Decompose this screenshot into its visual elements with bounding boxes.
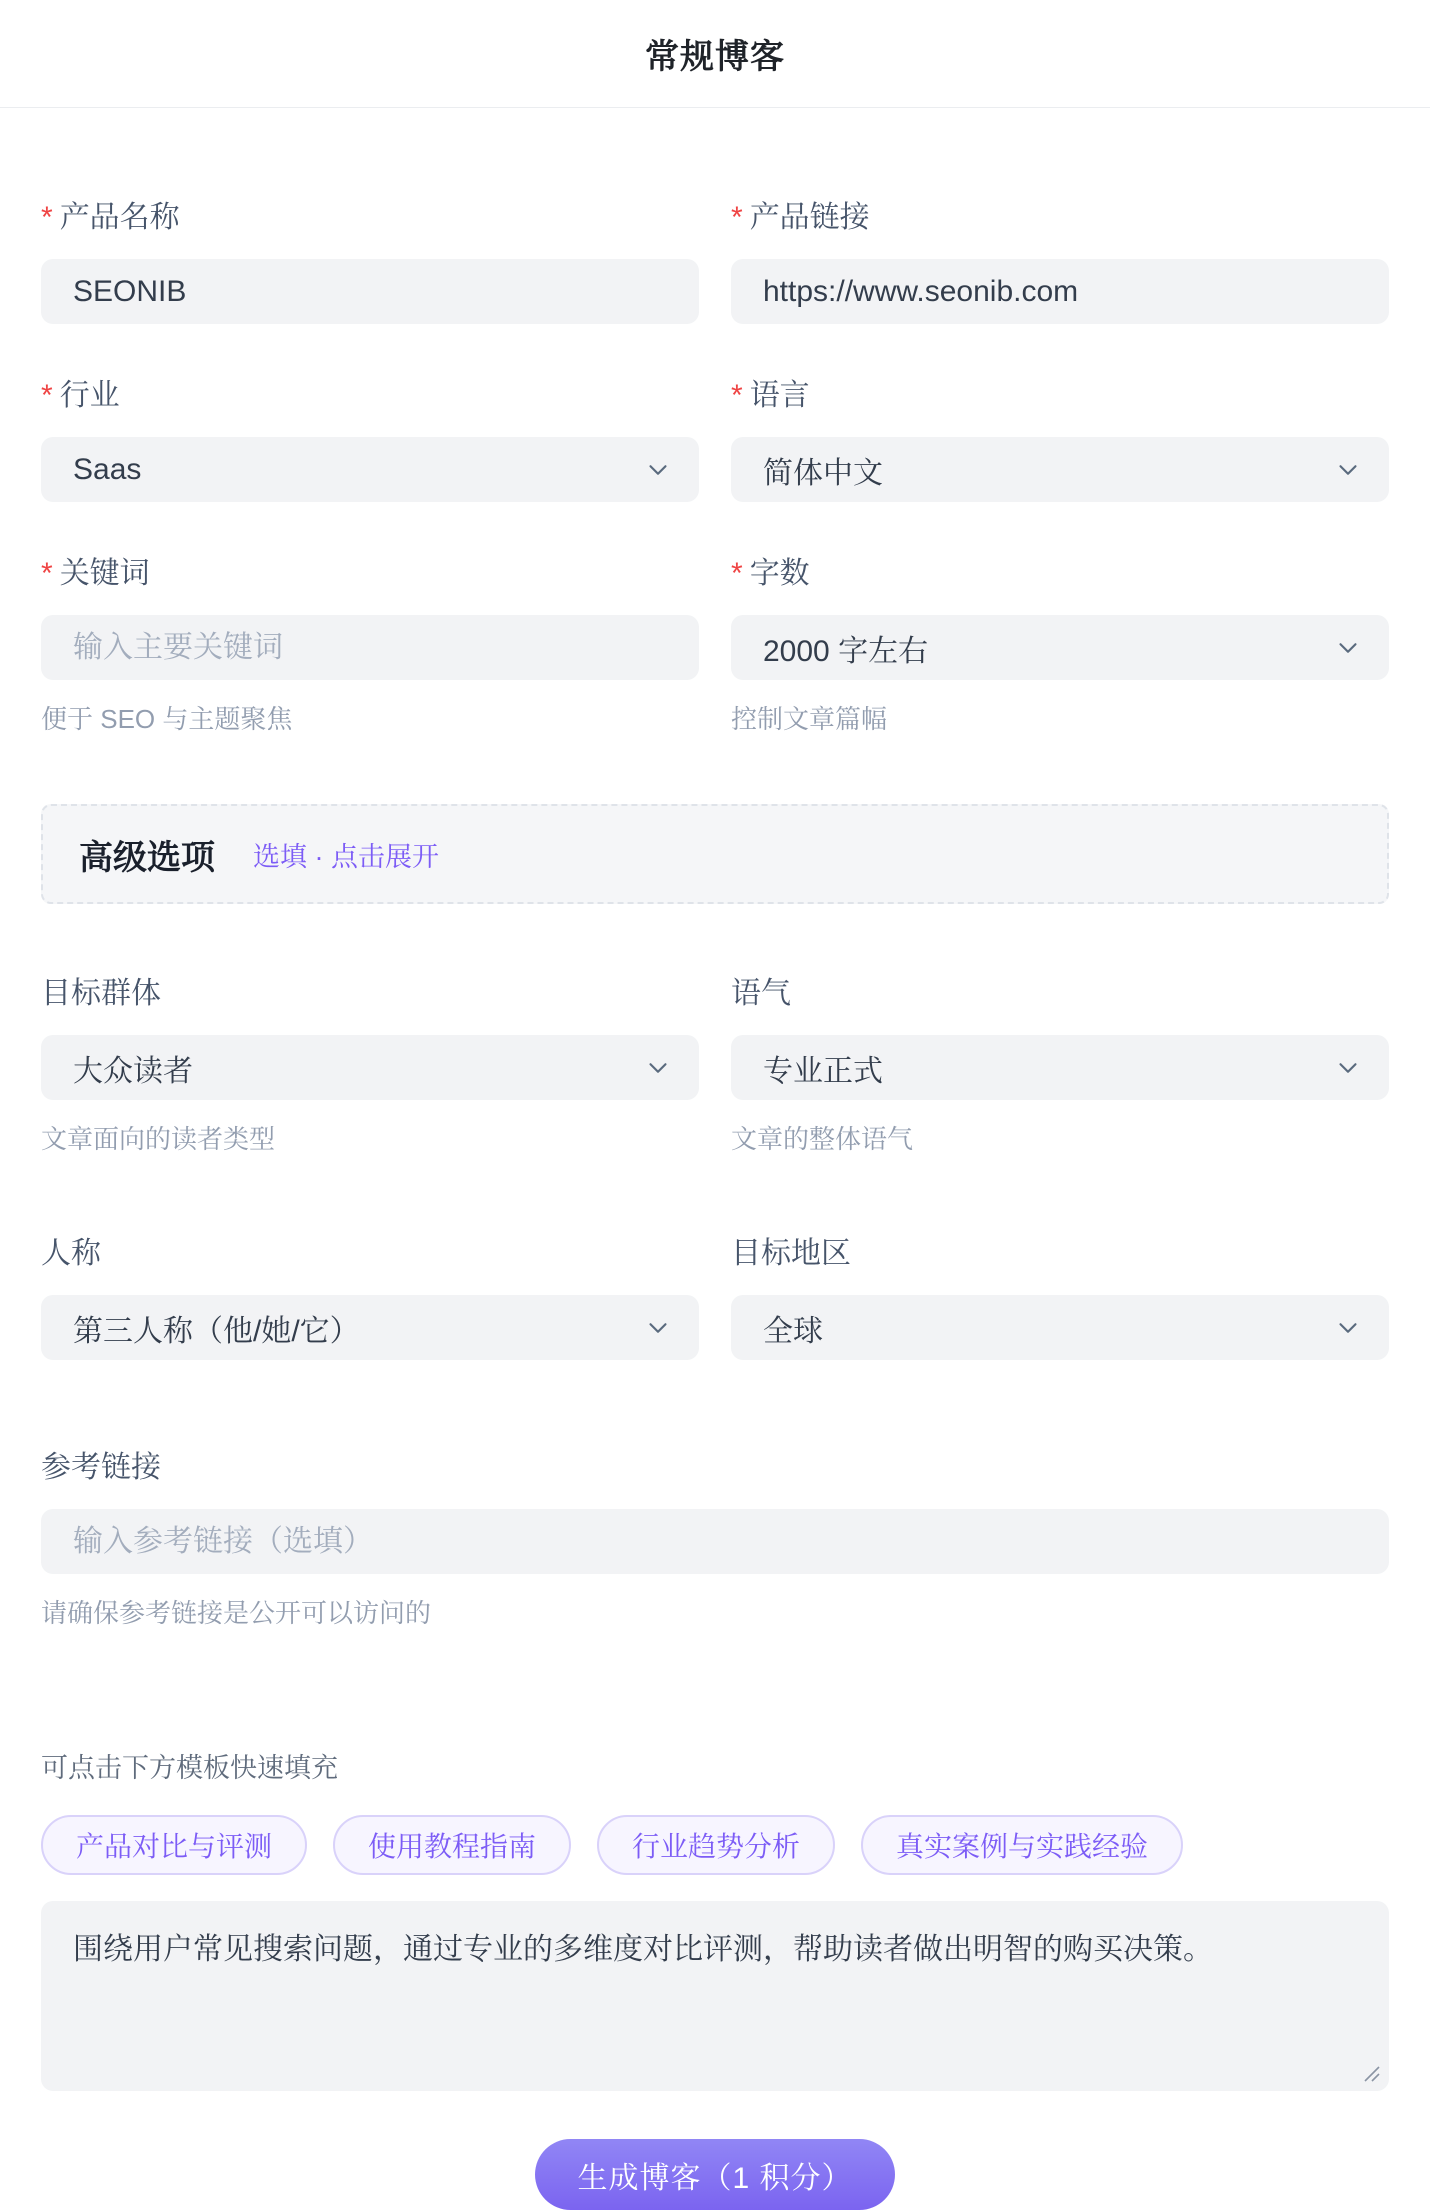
field-keywords — [41, 548, 699, 736]
advanced-options-title: 高级选项 — [79, 838, 215, 877]
chevron-down-icon — [1333, 455, 1363, 485]
industry-label — [41, 370, 699, 414]
person-label — [41, 1228, 699, 1272]
submit-row — [41, 2139, 1389, 2210]
basic-fields-grid — [41, 192, 1389, 736]
field-region — [731, 1228, 1389, 1360]
field-product-name — [41, 192, 699, 324]
description-textarea[interactable] — [41, 1901, 1389, 2091]
templates-intro: 可点击下方模板快速填充 — [41, 1753, 338, 1783]
field-label-text: 关键词 — [59, 557, 150, 590]
keywords-label — [41, 548, 699, 592]
required-asterisk: * — [41, 557, 53, 590]
region-label — [731, 1228, 1389, 1272]
required-asterisk: * — [731, 201, 743, 234]
field-label-text: 人称 — [41, 1237, 101, 1270]
chevron-down-icon — [643, 1313, 673, 1343]
field-industry — [41, 370, 699, 502]
required-asterisk: * — [41, 379, 53, 412]
advanced-options-subtitle: 选填 · 点击展开 — [253, 841, 439, 872]
field-label-text: 字数 — [749, 557, 810, 590]
select-value: 专业正式 — [763, 1054, 883, 1088]
advanced-fields-grid — [41, 968, 1389, 1360]
field-audience — [41, 968, 699, 1156]
product-name-input[interactable] — [41, 259, 699, 324]
generate-button[interactable]: 生成博客（1 积分） — [535, 2139, 894, 2210]
field-label-text: 参考链接 — [41, 1451, 161, 1484]
select-value: 简体中文 — [763, 456, 883, 490]
field-tone — [731, 968, 1389, 1156]
page-title: 常规博客 — [645, 38, 785, 76]
tone-hint: 文章的整体语气 — [731, 1124, 914, 1154]
audience-hint: 文章面向的读者类型 — [41, 1124, 276, 1154]
template-chip-industry-trends[interactable]: 行业趋势分析 — [597, 1815, 835, 1875]
chevron-down-icon — [1333, 1053, 1363, 1083]
select-value: 大众读者 — [73, 1054, 193, 1088]
page-header — [0, 0, 1430, 108]
required-asterisk: * — [731, 557, 743, 590]
field-label-text: 目标群体 — [41, 977, 161, 1010]
keywords-hint: 便于 SEO 与主题聚焦 — [41, 704, 293, 734]
field-person — [41, 1228, 699, 1360]
description-field — [41, 1901, 1389, 2091]
product-link-label — [731, 192, 1389, 236]
field-word-count — [731, 548, 1389, 736]
field-label-text: 产品名称 — [59, 201, 180, 234]
select-value: 2000 字左右 — [763, 634, 929, 668]
chevron-down-icon — [1333, 633, 1363, 663]
language-label — [731, 370, 1389, 414]
person-select[interactable] — [41, 1295, 699, 1360]
reference-input[interactable] — [41, 1509, 1389, 1574]
word-count-label — [731, 548, 1389, 592]
field-product-link — [731, 192, 1389, 324]
chevron-down-icon — [643, 455, 673, 485]
template-chip-product-comparison[interactable]: 产品对比与评测 — [41, 1815, 307, 1875]
word-count-select[interactable] — [731, 615, 1389, 680]
tone-select[interactable] — [731, 1035, 1389, 1100]
resize-handle-icon[interactable] — [1359, 2061, 1381, 2083]
field-reference — [41, 1442, 1389, 1630]
field-label-text: 行业 — [59, 379, 120, 412]
field-label-text: 目标地区 — [731, 1237, 851, 1270]
field-language — [731, 370, 1389, 502]
field-label-text: 语气 — [731, 977, 791, 1010]
chevron-down-icon — [1333, 1313, 1363, 1343]
audience-label — [41, 968, 699, 1012]
template-chip-tutorial-guide[interactable]: 使用教程指南 — [333, 1815, 571, 1875]
word-count-hint: 控制文章篇幅 — [731, 704, 888, 734]
required-asterisk: * — [731, 379, 743, 412]
chevron-down-icon — [643, 1053, 673, 1083]
product-name-label — [41, 192, 699, 236]
industry-select[interactable] — [41, 437, 699, 502]
region-select[interactable] — [731, 1295, 1389, 1360]
audience-select[interactable] — [41, 1035, 699, 1100]
field-label-text: 产品链接 — [749, 201, 870, 234]
field-label-text: 语言 — [749, 379, 810, 412]
select-value: Saas — [73, 452, 142, 486]
tone-label — [731, 968, 1389, 1012]
advanced-options-toggle[interactable] — [41, 804, 1389, 904]
required-asterisk: * — [41, 201, 53, 234]
reference-hint: 请确保参考链接是公开可以访问的 — [41, 1598, 432, 1628]
keywords-input[interactable] — [41, 615, 699, 680]
template-chip-real-cases[interactable]: 真实案例与实践经验 — [861, 1815, 1183, 1875]
blog-form — [0, 192, 1430, 2210]
select-value: 第三人称（他/她/它） — [73, 1314, 360, 1348]
template-chips — [41, 1815, 1389, 1875]
product-link-input[interactable] — [731, 259, 1389, 324]
language-select[interactable] — [731, 437, 1389, 502]
select-value: 全球 — [763, 1314, 823, 1348]
reference-label — [41, 1442, 1389, 1486]
